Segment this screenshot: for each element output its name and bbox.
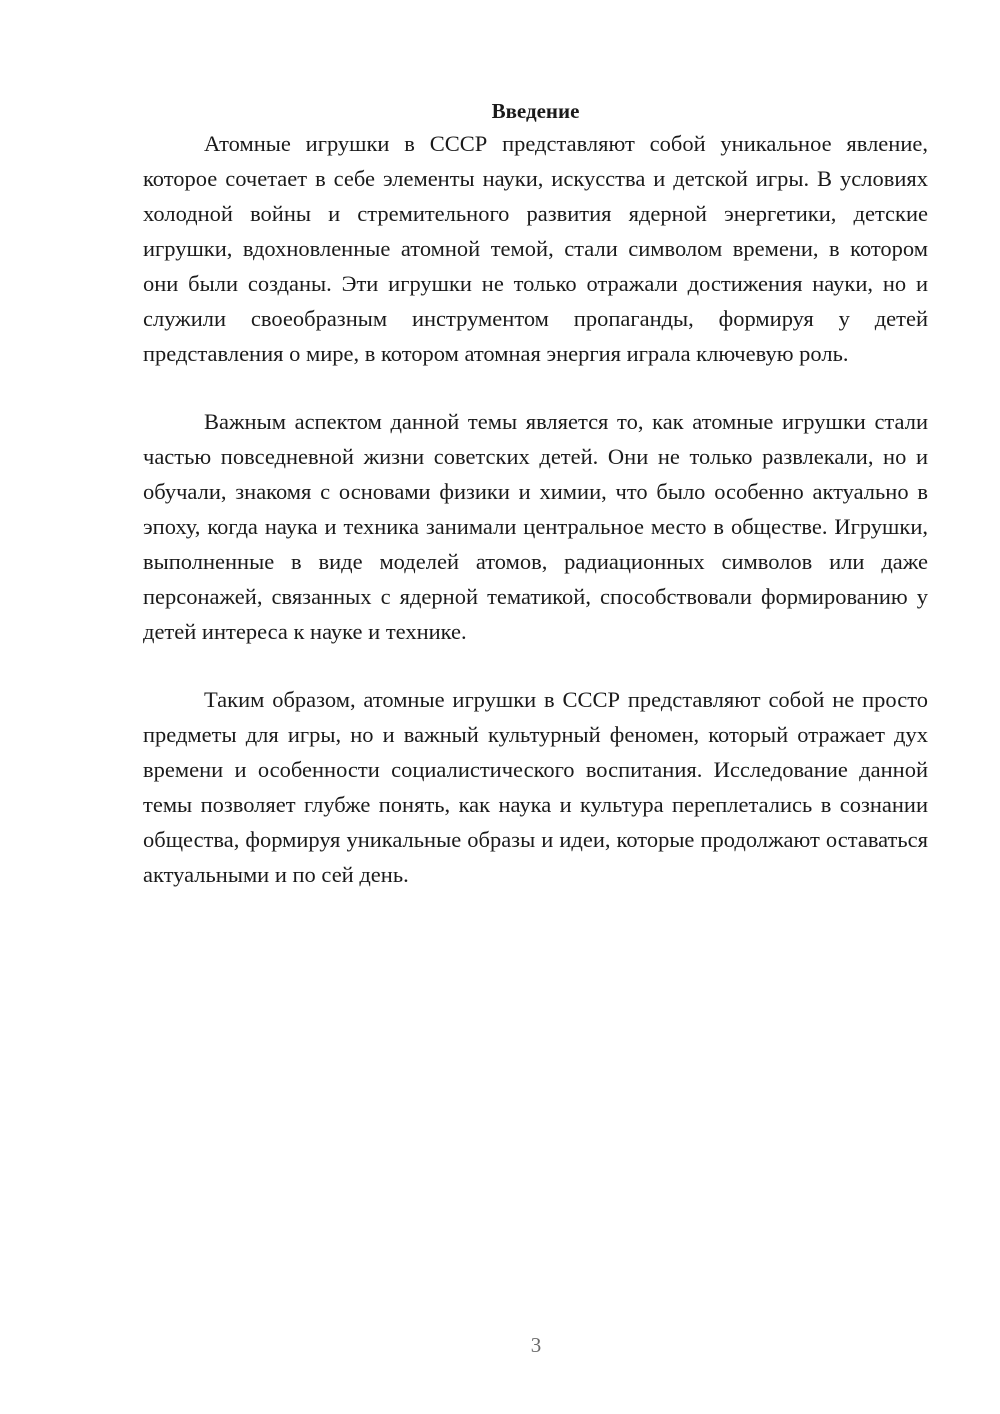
page-content xyxy=(143,96,928,892)
paragraph-2: Важным аспектом данной темы является то, как атомные игрушки стали частью повседневной жизни советских детей. Они не только развлекали, но и обучали, знакомя с основами физики и химии, что было особенно актуально в эпоху, когда наука и техника занимали центральное место в обществе. Игрушки, выполненные в виде моделей атомов, радиационных символов или даже персонажей, связанных с ядерной тематикой, способствовали формированию у детей интереса к науке и технике. xyxy=(143,409,928,644)
paragraph-3: Таким образом, атомные игрушки в СССР представляют собой не просто предметы для игры, но и важный культурный феномен, который отражает дух времени и особенности социалистического воспитания. Исследование данной темы позволяет глубже понять, как наука и культура переплетались в сознании общества, формируя уникальные образы и идеи, которые продолжают оставаться актуальными и по сей день. xyxy=(143,687,928,887)
page-number: 3 xyxy=(530,1333,542,1357)
section-title: Введение xyxy=(491,99,580,123)
paragraph-1: Атомные игрушки в СССР представляют собой уникальное явление, которое сочетает в себе элементы науки, искусства и детской игры. В условиях холодной войны и стремительного развития ядерной энергетики, детские игрушки, вдохновленные атомной темой, стали символом времени, в котором они были созданы. Эти игрушки не только отражали достижения науки, но и служили своеобразным инструментом пропаганды, формируя у детей представления о мире, в котором атомная энергия играла ключевую роль. xyxy=(143,131,928,366)
